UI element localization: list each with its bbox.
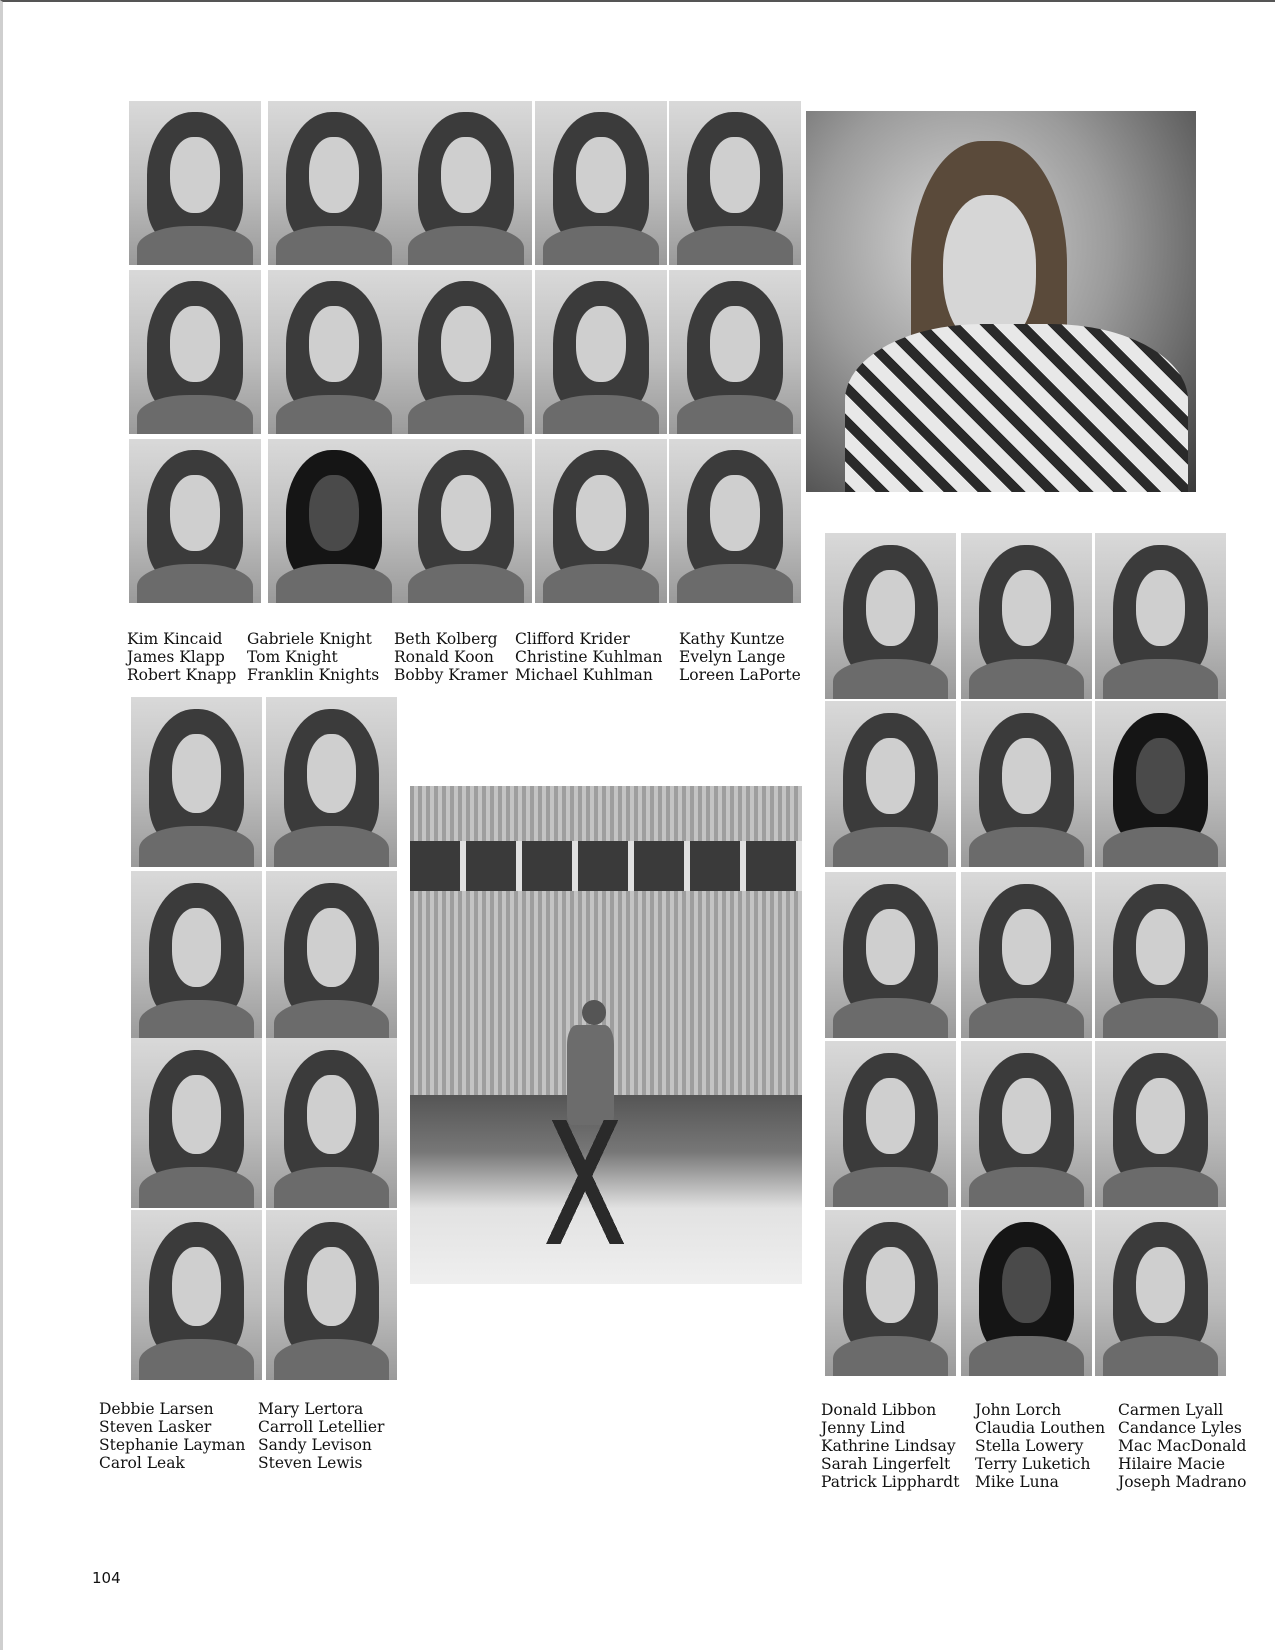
student-name: Loreen LaPorte [679, 666, 801, 684]
student-name: Kathrine Lindsay [821, 1437, 956, 1455]
student-portrait [669, 101, 801, 265]
student-name: Evelyn Lange [679, 648, 786, 666]
caption-column [258, 1400, 384, 1472]
student-portrait [825, 1210, 956, 1376]
student-portrait [535, 101, 667, 265]
student-name: Steven Lewis [258, 1454, 363, 1472]
student-name: Joseph Madrano [1118, 1473, 1247, 1491]
student-portrait [131, 871, 262, 1041]
student-portrait [825, 701, 956, 867]
student-portrait [961, 701, 1092, 867]
student-name: Sarah Lingerfelt [821, 1455, 951, 1473]
student-portrait [268, 270, 400, 434]
student-name: Debbie Larsen [99, 1400, 214, 1418]
caption-column [394, 630, 508, 684]
candid-photo-walking-student [410, 786, 802, 1284]
student-name: Clifford Krider [515, 630, 630, 648]
student-portrait [1095, 1041, 1226, 1207]
caption-column [821, 1401, 959, 1491]
caption-column [127, 630, 236, 684]
student-name: Stella Lowery [975, 1437, 1084, 1455]
feature-photo-girl-in-sweater [806, 111, 1196, 492]
student-portrait [131, 697, 262, 867]
student-name: Mike Luna [975, 1473, 1059, 1491]
caption-column [247, 630, 379, 684]
student-name: Patrick Lipphardt [821, 1473, 960, 1491]
student-portrait [266, 697, 397, 867]
student-portrait [961, 533, 1092, 699]
student-name: Terry Luketich [975, 1455, 1091, 1473]
student-name: Tom Knight [247, 648, 338, 666]
student-name: Candance Lyles [1118, 1419, 1242, 1437]
student-name: Sandy Levison [258, 1436, 372, 1454]
student-portrait [1095, 533, 1226, 699]
student-portrait [961, 1041, 1092, 1207]
caption-column [515, 630, 663, 684]
student-name: Carmen Lyall [1118, 1401, 1224, 1419]
student-portrait [266, 871, 397, 1041]
student-portrait [825, 1041, 956, 1207]
student-portrait [129, 439, 261, 603]
student-name: Steven Lasker [99, 1418, 212, 1436]
student-name: Stephanie Layman [99, 1436, 246, 1454]
student-name: Michael Kuhlman [515, 666, 653, 684]
student-portrait [129, 101, 261, 265]
student-portrait [400, 439, 532, 603]
student-name: Hilaire Macie [1118, 1455, 1226, 1473]
student-portrait [1095, 701, 1226, 867]
student-portrait [961, 1210, 1092, 1376]
caption-column [99, 1400, 245, 1472]
student-portrait [129, 270, 261, 434]
student-portrait [400, 101, 532, 265]
caption-column [975, 1401, 1105, 1491]
student-portrait [266, 1210, 397, 1380]
student-name: Bobby Kramer [394, 666, 508, 684]
student-portrait [535, 439, 667, 603]
student-name: Franklin Knights [247, 666, 380, 684]
student-portrait [535, 270, 667, 434]
student-portrait [825, 872, 956, 1038]
student-portrait [131, 1210, 262, 1380]
student-name: Gabriele Knight [247, 630, 372, 648]
student-name: Mary Lertora [258, 1400, 364, 1418]
caption-column [679, 630, 801, 684]
student-name: Beth Kolberg [394, 630, 498, 648]
student-portrait [1095, 872, 1226, 1038]
student-name: Kathy Kuntze [679, 630, 785, 648]
student-portrait [1095, 1210, 1226, 1376]
student-name: John Lorch [975, 1401, 1062, 1419]
student-name: James Klapp [127, 648, 225, 666]
student-portrait [825, 533, 956, 699]
student-portrait [266, 1038, 397, 1208]
page-number: 104 [92, 1569, 121, 1587]
student-portrait [961, 872, 1092, 1038]
student-portrait [268, 439, 400, 603]
student-name: Kim Kincaid [127, 630, 223, 648]
student-name: Ronald Koon [394, 648, 494, 666]
student-name: Carol Leak [99, 1454, 185, 1472]
student-name: Claudia Louthen [975, 1419, 1106, 1437]
caption-column [1118, 1401, 1247, 1491]
student-portrait [131, 1038, 262, 1208]
student-portrait [400, 270, 532, 434]
student-name: Robert Knapp [127, 666, 237, 684]
student-portrait [669, 270, 801, 434]
student-portrait [268, 101, 400, 265]
student-name: Jenny Lind [821, 1419, 906, 1437]
student-portrait [669, 439, 801, 603]
student-name: Carroll Letellier [258, 1418, 385, 1436]
student-name: Christine Kuhlman [515, 648, 663, 666]
student-name: Mac MacDonald [1118, 1437, 1247, 1455]
student-name: Donald Libbon [821, 1401, 937, 1419]
